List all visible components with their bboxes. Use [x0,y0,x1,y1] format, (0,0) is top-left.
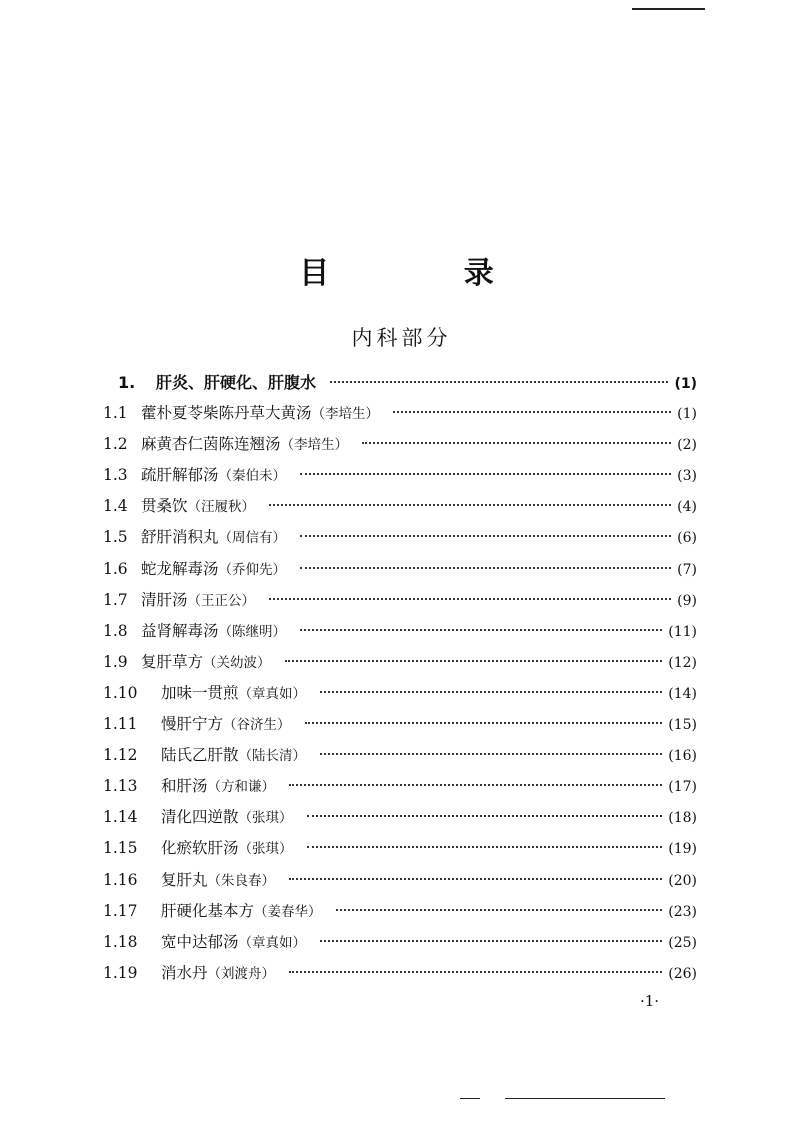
entry-number: 1.7 [103,590,128,609]
entry-page: (2) [677,437,697,454]
toc-entry[interactable] [103,588,697,619]
entry-number: 1.12 [103,746,138,765]
entry-page: (3) [677,468,697,485]
entry-title: 舒肝消积丸 [141,528,219,547]
entry-page: (20) [668,872,697,889]
dot-leader [320,691,662,693]
dot-leader [393,411,671,413]
toc-entry[interactable] [103,650,697,681]
section-heading: 内科部分 [351,326,452,350]
entry-page: (9) [677,592,697,609]
entry-author: （王正公） [187,592,256,609]
dot-leader [362,442,671,444]
entry-number: 1.8 [103,621,128,640]
dot-leader [300,629,662,631]
dot-leader [285,660,663,662]
entry-page: (14) [668,685,697,702]
entry-author: （刘渡舟） [207,965,276,982]
entry-author: （姜春华） [254,903,322,920]
entry-title: 清化四逆散 [161,808,239,827]
entry-page: (23) [668,903,697,920]
entry-number: 1.10 [103,683,138,702]
entry-author: （章真如） [238,934,307,951]
entry-author: （李培生） [311,406,380,423]
toc-entry[interactable] [103,463,697,494]
entry-title: 复肝草方 [141,652,204,671]
top-rule [632,8,705,10]
dot-leader [289,784,662,786]
entry-page: (6) [677,530,697,547]
entry-author: （朱良春） [207,872,276,889]
entry-title: 益肾解毒汤 [141,621,219,640]
entry-page: (19) [668,841,697,858]
dot-leader [289,971,662,973]
toc-entry[interactable] [103,401,697,432]
entry-title: 藿朴夏苓柴陈丹草大黄汤 [141,404,312,423]
entry-number: 1.1 [103,404,128,423]
entry-number: 1.14 [103,808,138,827]
entry-author: （周信有） [218,530,287,547]
entry-title: 和肝汤 [161,777,208,796]
toc-entry[interactable] [103,681,697,712]
entry-number: 1.3 [103,466,128,485]
entry-title: 清肝汤 [141,590,188,609]
toc-entry[interactable] [103,961,697,992]
entry-page: (26) [668,965,697,982]
entry-author: （汪履秋） [187,499,256,516]
dot-leader [305,722,663,724]
entry-page: (4) [677,499,697,516]
toc-entry[interactable] [103,557,697,588]
entry-title: 蛇龙解毒汤 [141,559,219,578]
entry-page: (1) [677,406,697,423]
entry-title: 贯桑饮 [141,497,188,516]
entry-author: （陆长清） [238,748,307,765]
entry-page: (11) [668,623,697,640]
toc-entry[interactable] [103,525,697,556]
entry-number: 1.16 [103,870,138,889]
chapter-page: (1) [674,376,697,392]
entry-author: （关幼波） [203,654,271,671]
entry-title: 肝硬化基本方 [161,901,255,920]
entry-number: 1.11 [103,715,138,734]
entry-page: (25) [668,934,697,951]
toc-entry[interactable] [103,619,697,650]
entry-number: 1.15 [103,839,138,858]
entry-number: 1.9 [103,652,128,671]
entry-number: 1.19 [103,963,138,982]
entry-author: （章真如） [238,685,307,702]
entry-author: （张琪） [238,841,293,858]
dot-leader [320,940,662,942]
entry-author: （谷济生） [223,717,291,734]
toc-entry[interactable] [103,930,697,961]
dot-leader [336,909,663,911]
entry-page: (7) [677,561,697,578]
entry-author: （乔仰先） [218,561,287,578]
entry-title: 陆氏乙肝散 [161,746,239,765]
toc-entry[interactable] [103,774,697,805]
entry-page: (18) [668,810,697,827]
toc-entry[interactable] [103,899,697,930]
entry-page: (17) [668,779,697,796]
toc-entry[interactable] [103,805,697,836]
dot-leader [269,598,671,600]
chapter-number: 1. [118,373,136,392]
entry-title: 消水丹 [161,963,208,982]
toc-entry[interactable] [103,494,697,525]
dot-leader [307,815,663,817]
dot-leader [320,753,662,755]
toc-entry[interactable] [103,743,697,774]
dot-leader [307,846,663,848]
entry-title: 加味一贯煎 [161,683,239,702]
entry-page: (12) [668,654,697,671]
entry-number: 1.4 [103,497,128,516]
entry-title: 麻黄杏仁茵陈连翘汤 [141,435,281,454]
page-number: ·1· [640,992,660,1010]
entry-number: 1.2 [103,435,128,454]
page-title: 目 录 [299,256,556,291]
toc-entry[interactable] [103,868,697,899]
dot-leader [300,567,671,569]
toc-entry[interactable] [103,432,697,463]
entry-author: （方和谦） [207,779,276,796]
toc-chapter[interactable] [103,370,697,401]
toc-entry[interactable] [103,712,697,743]
bottom-rule-short [460,1098,480,1099]
dot-leader [300,535,671,537]
entry-author: （李培生） [280,437,349,454]
entry-number: 1.13 [103,777,138,796]
entry-number: 1.17 [103,901,138,920]
entry-page: (15) [668,717,697,734]
entry-number: 1.6 [103,559,128,578]
entry-number: 1.5 [103,528,128,547]
toc-entry[interactable] [103,836,697,867]
entry-title: 化瘀软肝汤 [161,839,239,858]
table-of-contents [103,370,697,992]
entry-page: (16) [668,748,697,765]
entry-number: 1.18 [103,932,138,951]
entry-author: （秦伯未） [218,468,287,485]
bottom-rule [505,1098,665,1099]
entry-author: （陈继明） [218,623,287,640]
entry-title: 复肝丸 [161,870,208,889]
dot-leader [330,381,668,383]
entry-title: 慢肝宁方 [161,715,224,734]
dot-leader [300,473,671,475]
chapter-title: 肝炎、肝硬化、肝腹水 [156,373,317,392]
entry-title: 疏肝解郁汤 [141,466,219,485]
entry-title: 宽中达郁汤 [161,932,239,951]
dot-leader [289,878,662,880]
entry-author: （张琪） [238,810,293,827]
dot-leader [269,504,671,506]
